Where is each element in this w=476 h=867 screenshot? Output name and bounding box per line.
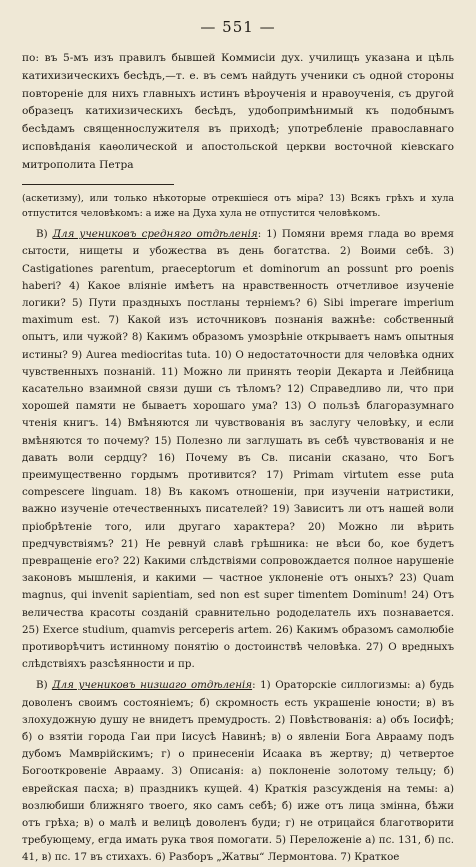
section-b-text: : 1) Помяни время глада во время сытости, нищеты и убожества въ день богатства. 2) Воими себѣ. 3) Castigationes parentum, praeceptorum et dominorum an possunt pro poenis haberi? 4) Какое вліяніе имѣетъ на нравственность отчетливое изученіе логики? 5) Пути праздныхъ постланы терніемъ? 6) Sibi imperare imperium maximum est. 7) Какой изъ источниковъ познанія важнѣе: собственный опытъ, или чужой? 8) Какимъ образомъ умозрѣніе открываетъ намъ опытныя истины? 9) Aurea mediocritas tuta. 10) О недостаточности для человѣка одних чувственныхъ познаній. 11) Можно ли принять теоріи Декарта и Лейбница касательно взаимной связи души съ тѣломъ? 12) Справедливо ли, что при хорошей памяти не бываетъ хорошаго ума? 13) О пользѣ благоразумнаго чтенія книгъ. 14) Вмѣняются ли чувствованія въ заслугу человѣку, и если вмѣняются то почему? 15) Полезно ли заглушать въ себѣ чувствованія и не давать воли сердцу? 16) Почему въ Св. писаніи сказано, что Богъ преимущественно гордымъ противится? 17) Primam virtutem esse puta compescere linguam. 18) Въ какомъ отношеніи, при изученіи натристики, важно изученіе отечественныхъ писателей? 19) Зависитъ ли отъ нашей воли пріобрѣтеніе того, или другаго характера? 20) Можно ли вѣрить предчувствіямъ? 21) Не ревнуй славѣ грѣшника: не вѣси бо, кое будетъ превращеніе его? 22) Какими слѣдствіями сопровождается полное нарушеніе законовъ мышленія, и какими — частное уклоненіе отъ оныхъ? 23) Quam magnus, qui invenit sapientiam, sed non est super timentem Dominum! 24) Отъ величества красоты созданій сравнительно рододелатель ихъ познавается. 25) Exerce studium, quamvis perceperis artem. 26) Какимъ образомъ самолюбіе противорѣчитъ истинному понятію о достоинствѣ человѣка. 27) О вредныхъ слѣдствіяхъ разсѣянности и пр. bbox=[22, 228, 454, 671]
page-number: — 551 — bbox=[200, 18, 276, 36]
section-v-text: : 1) Ораторскіе силлогизмы: а) будь доволенъ своимъ состояніемъ; б) скромность есть украшеніе юности; в) въ злохудожную душу не внидетъ премудрость. 2) Повѣствованія: а) объ Іосифѣ; б) о взятіи города Гаи при Іисусѣ Навинѣ; в) о явленіи Бога Аврааму подъ дубомъ Мамврійскимъ; г) о принесеніи Исаака въ жертву; д) четвертое Богооткровеніе Аврааму. 3) Описанія: а) поклоненіе золотому тельцу; б) еврейская пасха; в) праздникъ кущей. 4) Краткія разсужденія на темы: а) возлюбиши ближняго твоего, яко самъ себѣ; б) иже отъ лица змінна, бѣжи отъ грѣха; в) о малѣ и велицѣ доволенъ буди; г) не отрицайся благотворити требующему, егда имать рука твоя помогати. 5) Переложеніе а) пс. 131, б) пс. 41, в) пс. 17 въ стихахъ. 6) Разборъ „Жатвы“ Лермонтова. 7) Краткое bbox=[22, 679, 454, 864]
section-b-title: Для учениковъ средняго отдѣленія bbox=[52, 228, 258, 241]
section-v-lead: В) bbox=[36, 679, 53, 692]
top-paragraph: по: въ 5-мъ изъ правилъ бывшей Коммисіи дух. училищъ указана и цѣль катихизическихъ бесѣдъ,—т. е. въ семъ найдуть ученики съ одной стороны повтореніе для нихъ главныхъ истинъ вѣроученія и нравоученія, съ другой образецъ катихизическихъ бесѣдъ, удобопримѣнимый къ подобнымъ бесѣдамъ священнослужителя въ приходѣ; употребленіе православнаго исповѣданія каѳолической и апостольской церкви восточной кіевскаго митрополита Петра bbox=[22, 52, 454, 171]
footnote-rule bbox=[22, 184, 174, 185]
footnote: (аскетизму), или только нѣкоторые отрекшіеся отъ міра? 13) Всякъ грѣхъ и хула отпустится человѣкомъ: а иже на Духа хула не отпустится человѣкомъ. bbox=[22, 192, 454, 220]
section-v bbox=[22, 677, 454, 866]
section-v-title: Для учениковъ низшаго отдѣленія bbox=[52, 679, 253, 692]
section-b-lead: В) bbox=[36, 228, 53, 241]
section-b bbox=[22, 226, 454, 673]
